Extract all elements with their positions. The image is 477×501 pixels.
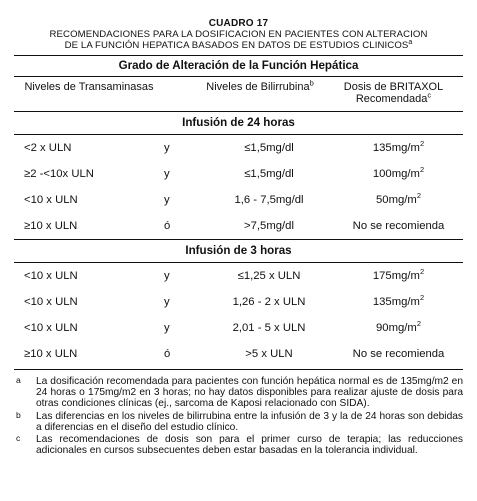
footnote-text: Las diferencias en los niveles de bilirrubina entre la infusión de 3 y la de 24 horas son debidas a diferencias en el diseño del estudio clínico. (36, 410, 463, 433)
cell-dose (334, 267, 463, 282)
cell-dose-text: No se recomienda (352, 220, 445, 232)
column-header-bilirubin (196, 78, 324, 105)
table-title-line-1: RECOMENDACIONES PARA LA DOSIFICACION EN PACIENTES CON ALTERACION (49, 29, 428, 40)
cell-bilirubin: ≤1,5mg/dl (244, 142, 294, 154)
cell-dose-exponent: 2 (416, 319, 421, 329)
cell-bilirubin: 2,01 - 5 x ULN (232, 322, 306, 334)
cell-dose-exponent: 2 (419, 267, 425, 277)
cell-conjunction: y (164, 296, 170, 308)
cell-dose-exponent: 2 (419, 139, 425, 149)
table-row (14, 135, 463, 161)
cell-bilirubin: >5 x ULN (245, 348, 293, 360)
table-row (14, 315, 463, 341)
footnote-text: La dosificación recomendada para pacientes con función hepática normal es de 135mg/m2 en 24 horas o 175mg/m2 en 3 horas; no hay datos disponibles para realizar ajuste de dosis para otras condiciones clínicas (ej., sarcoma de Kaposi relacionado con SIDA). (36, 376, 463, 410)
cell-transaminases: ≥10 x ULN (24, 220, 78, 232)
cell-transaminases: <10 x ULN (24, 194, 78, 206)
cell-dose-text: 90mg/m (376, 322, 417, 334)
cell-dose-exponent: 2 (419, 165, 425, 175)
cell-dose-text: 100mg/m (372, 168, 420, 180)
table-title-footnote-mark: a (408, 38, 413, 46)
cell-bilirubin: ≤1,5mg/dl (244, 168, 294, 180)
cell-dose (334, 348, 463, 360)
cell-bilirubin: 1,26 - 2 x ULN (232, 296, 306, 308)
column-header-dose (324, 81, 463, 105)
table-row (14, 289, 463, 315)
table-row (14, 187, 463, 213)
table-title (14, 29, 463, 51)
footnote (14, 411, 463, 433)
cell-bilirubin: ≤1,25 x ULN (237, 270, 301, 282)
table-row (14, 213, 463, 239)
cell-transaminases: <10 x ULN (24, 322, 78, 334)
cell-dose-text: 135mg/m (372, 296, 420, 308)
cell-conjunction: y (164, 142, 170, 154)
cell-dose-text: 135mg/m (372, 142, 420, 154)
column-header-bilirubin-text: Niveles de Bilirrubina (206, 81, 310, 93)
cell-dose-exponent: 2 (419, 293, 425, 303)
footnote-mark: c (16, 433, 21, 444)
cell-transaminases: <2 x ULN (24, 142, 72, 154)
footnote-text: Las recomendaciones de dosis son para el primer curso de terapia; las reducciones adicionales en cursos subsecuentes deben estar basadas en la tolerancia individual. (36, 434, 463, 457)
cell-conjunction: ó (164, 348, 171, 360)
cell-dose (334, 165, 463, 180)
table-title-line-2-text: DE LA FUNCIÓN HEPATICA BASADOS EN DATOS DE ESTUDIOS CLINICOS (64, 40, 409, 51)
table-body (14, 112, 463, 367)
column-header-transaminases: Niveles de Transaminasas (24, 81, 154, 93)
footnote-mark: a (16, 375, 21, 385)
cell-dose-text: No se recomienda (352, 348, 445, 360)
cell-conjunction: y (164, 194, 170, 206)
table-number: CUADRO 17 (208, 18, 269, 29)
table-row (14, 341, 463, 367)
table-row (14, 263, 463, 289)
cell-conjunction: ó (164, 220, 171, 232)
footnote (14, 434, 463, 456)
cell-transaminases: <10 x ULN (24, 296, 78, 308)
cell-dose-exponent: 2 (416, 191, 421, 201)
section-title: Infusión de 3 horas (185, 244, 292, 257)
group-heading: Grado de Alteración de la Función Hepática (118, 59, 359, 72)
cell-transaminases: <10 x ULN (24, 270, 78, 282)
footnote (14, 376, 463, 410)
cell-conjunction: y (164, 322, 170, 334)
column-header-dose-text: Dosis de BRITAXOL Recomendada (343, 81, 444, 105)
footnotes (14, 370, 463, 456)
column-headers (14, 77, 463, 111)
cell-dose-text: 50mg/m (376, 194, 417, 206)
cell-dose-text: 175mg/m (372, 270, 420, 282)
table-title-line-2 (14, 40, 463, 51)
cell-dose (334, 139, 463, 154)
footnote-mark: b (16, 409, 21, 420)
column-header-spacer (164, 81, 196, 105)
section-title: Infusión de 24 horas (182, 116, 295, 129)
cell-transaminases: ≥2 -<10x ULN (24, 168, 94, 180)
cell-conjunction: y (164, 168, 170, 180)
cell-dose (334, 293, 463, 308)
cell-dose (334, 220, 463, 232)
column-header-dose-mark: c (427, 90, 432, 100)
cell-bilirubin: 1,6 - 7,5mg/dl (234, 194, 304, 206)
cell-transaminases: ≥10 x ULN (24, 348, 78, 360)
cell-conjunction: y (164, 270, 170, 282)
cell-bilirubin: >7,5mg/dl (244, 220, 294, 232)
cell-dose (334, 191, 463, 206)
column-header-bilirubin-mark: b (309, 78, 314, 88)
table-row (14, 161, 463, 187)
cell-dose (334, 319, 463, 334)
